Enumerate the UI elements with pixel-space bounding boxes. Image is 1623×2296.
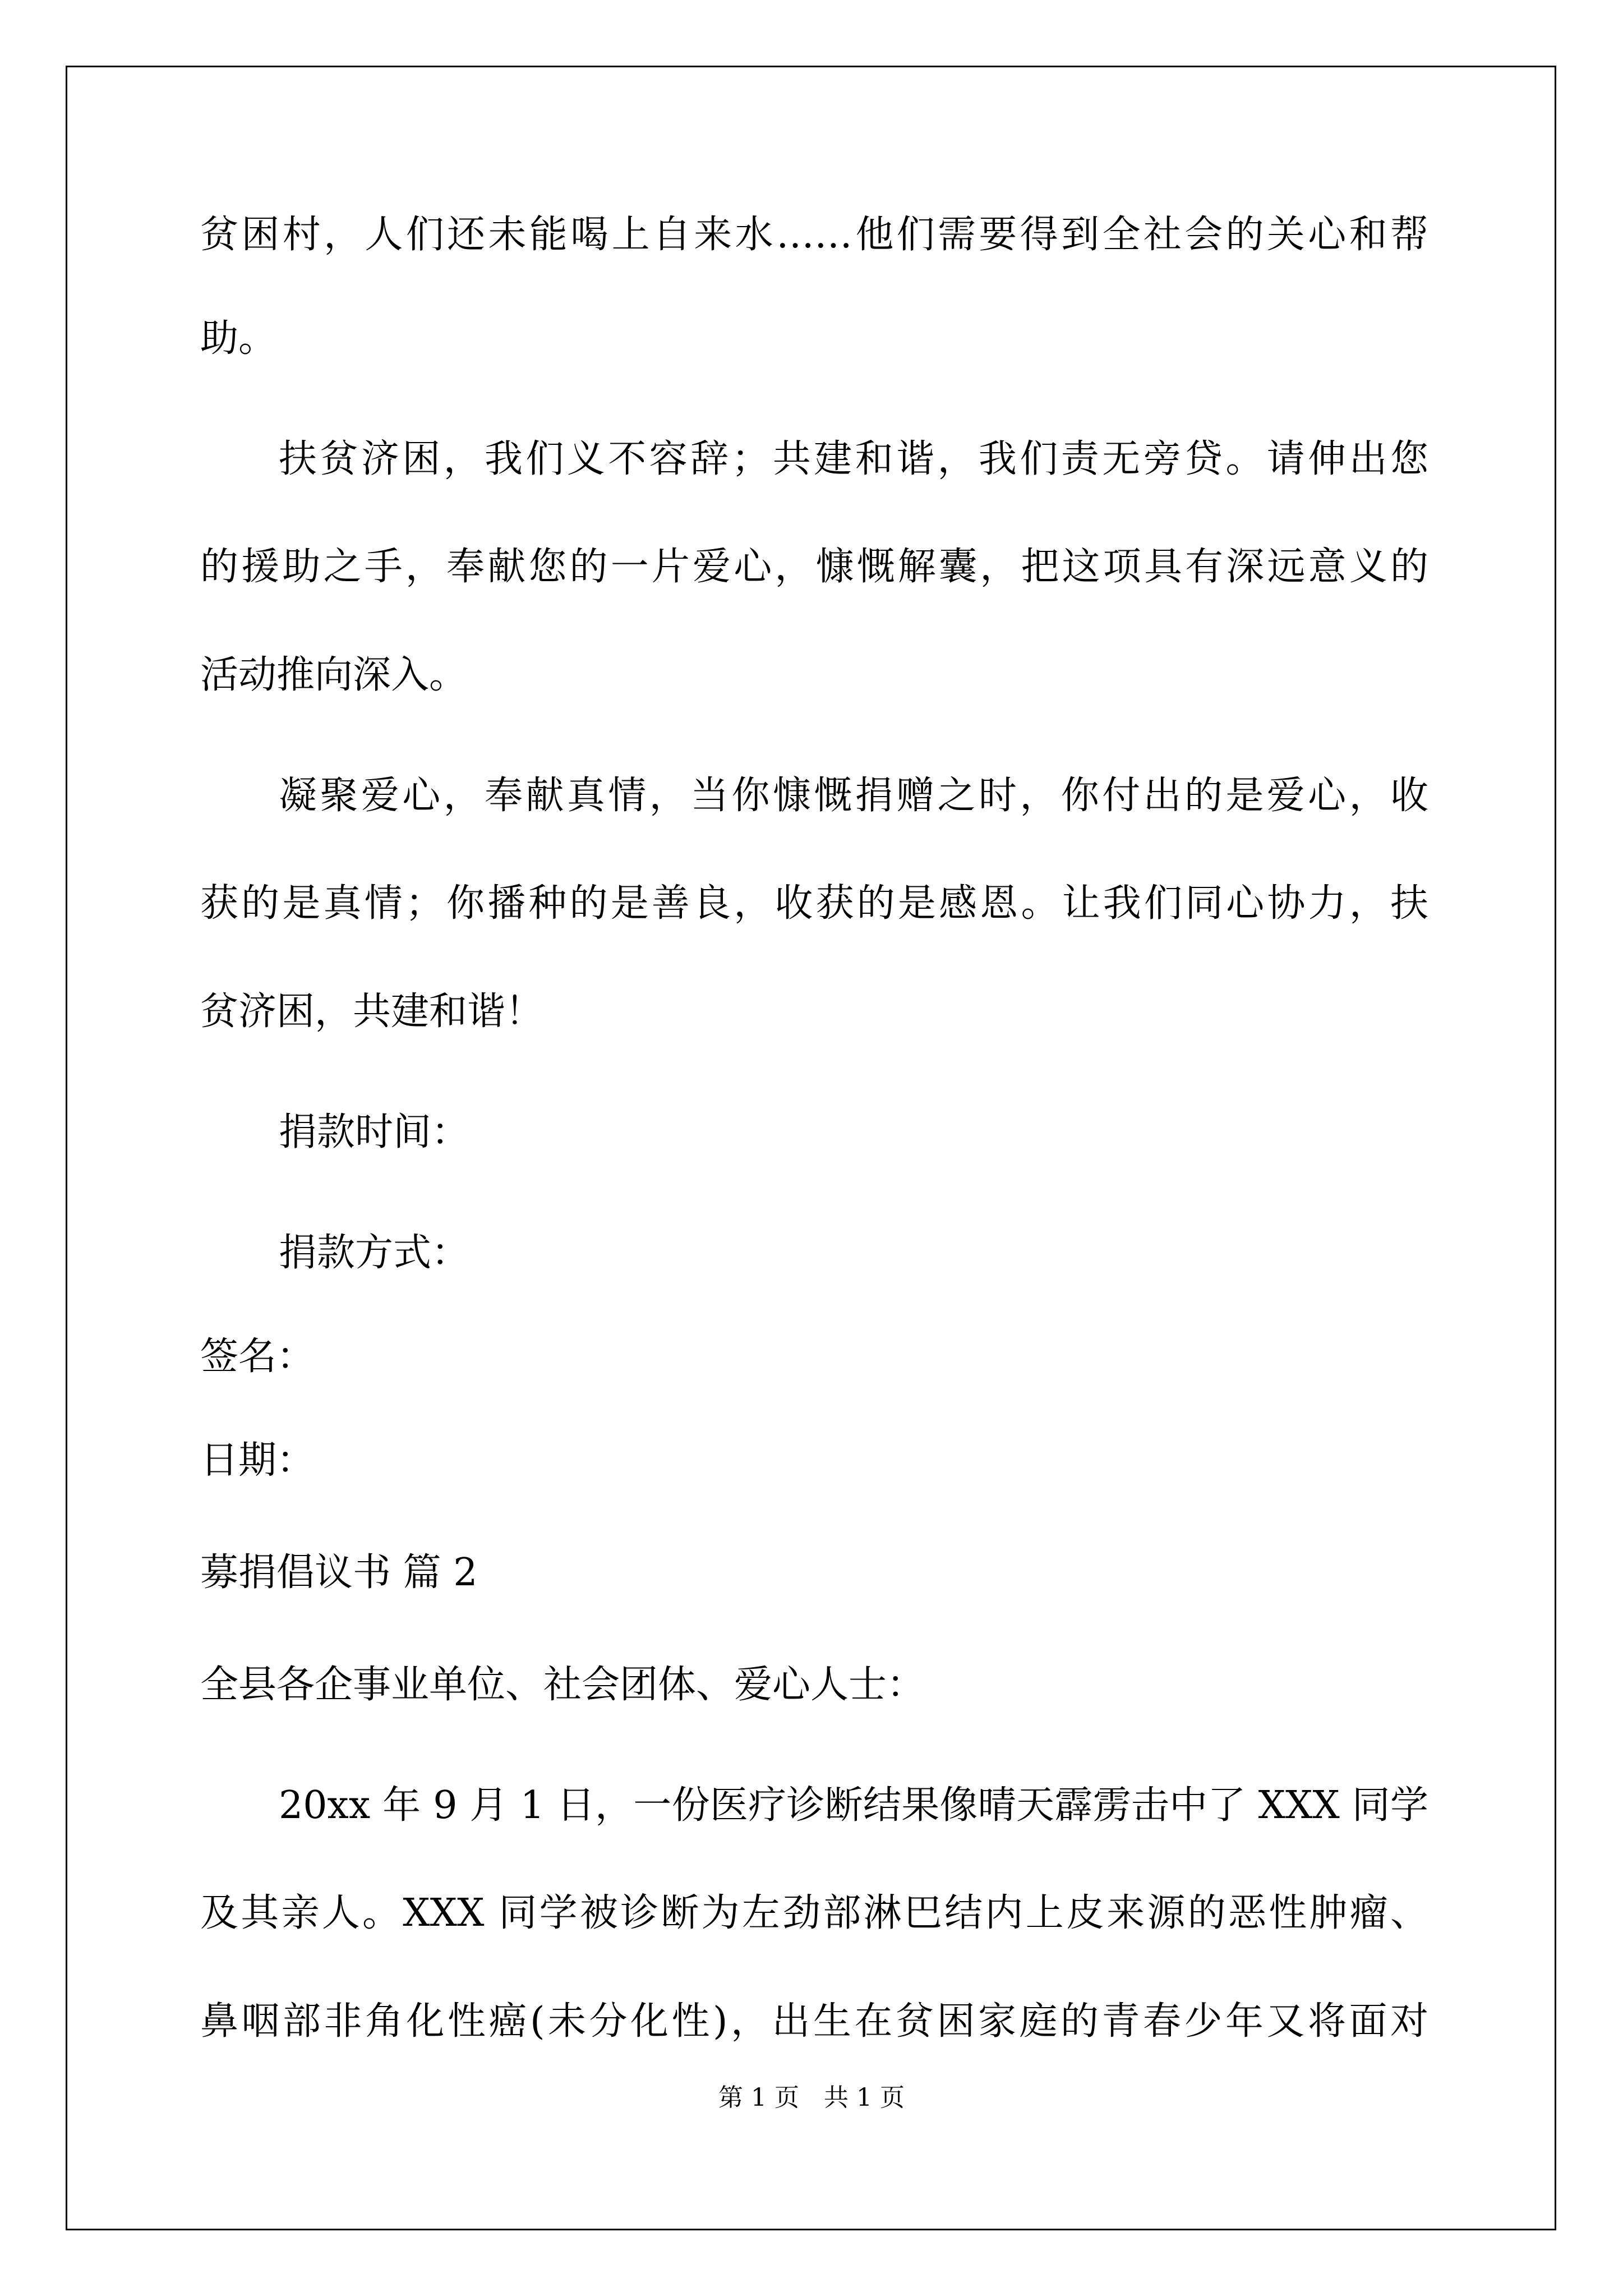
date-label: 日期： — [200, 1438, 315, 1483]
paragraph-line: 20xx 年 9 月 1 日，一份医疗诊断结果像晴天霹雳击中了 XXX 同学 — [279, 1783, 1428, 1828]
donation-time-label: 捐款时间： — [279, 1110, 470, 1154]
salutation: 全县各企事业单位、社会团体、爱心人士： — [200, 1663, 925, 1707]
paragraph-line: 凝聚爱心，奉献真情，当你慷慨捐赠之时，你付出的是爱心，收 — [279, 774, 1428, 818]
signature-label: 签名： — [200, 1335, 315, 1379]
paragraph-line: 及其亲人。XXX 同学被诊断为左劲部淋巴结内上皮来源的恶性肿瘤、 — [200, 1891, 1428, 1935]
section-heading: 募捐倡议书 篇 2 — [200, 1550, 478, 1595]
paragraph-line: 活动推向深入。 — [200, 653, 468, 697]
page-footer: 第 1 页 共 1 页 — [718, 2083, 905, 2112]
paragraph-line: 的援助之手，奉献您的一片爱心，慷慨解囊，把这项具有深远意义的 — [200, 545, 1428, 589]
paragraph-line: 扶贫济困，我们义不容辞；共建和谐，我们责无旁贷。请伸出您 — [279, 437, 1428, 481]
donation-method-label: 捐款方式： — [279, 1231, 470, 1275]
paragraph-line: 鼻咽部非角化性癌(未分化性)，出生在贫困家庭的青春少年又将面对 — [200, 1999, 1428, 2044]
paragraph-line: 贫济困，共建和谐！ — [200, 990, 544, 1034]
paragraph-line: 获的是真情；你播种的是善良，收获的是感恩。让我们同心协力，扶 — [200, 881, 1428, 926]
paragraph-line: 助。 — [200, 316, 277, 361]
paragraph-line: 贫困村，人们还未能喝上自来水……他们需要得到全社会的关心和帮 — [200, 213, 1428, 257]
